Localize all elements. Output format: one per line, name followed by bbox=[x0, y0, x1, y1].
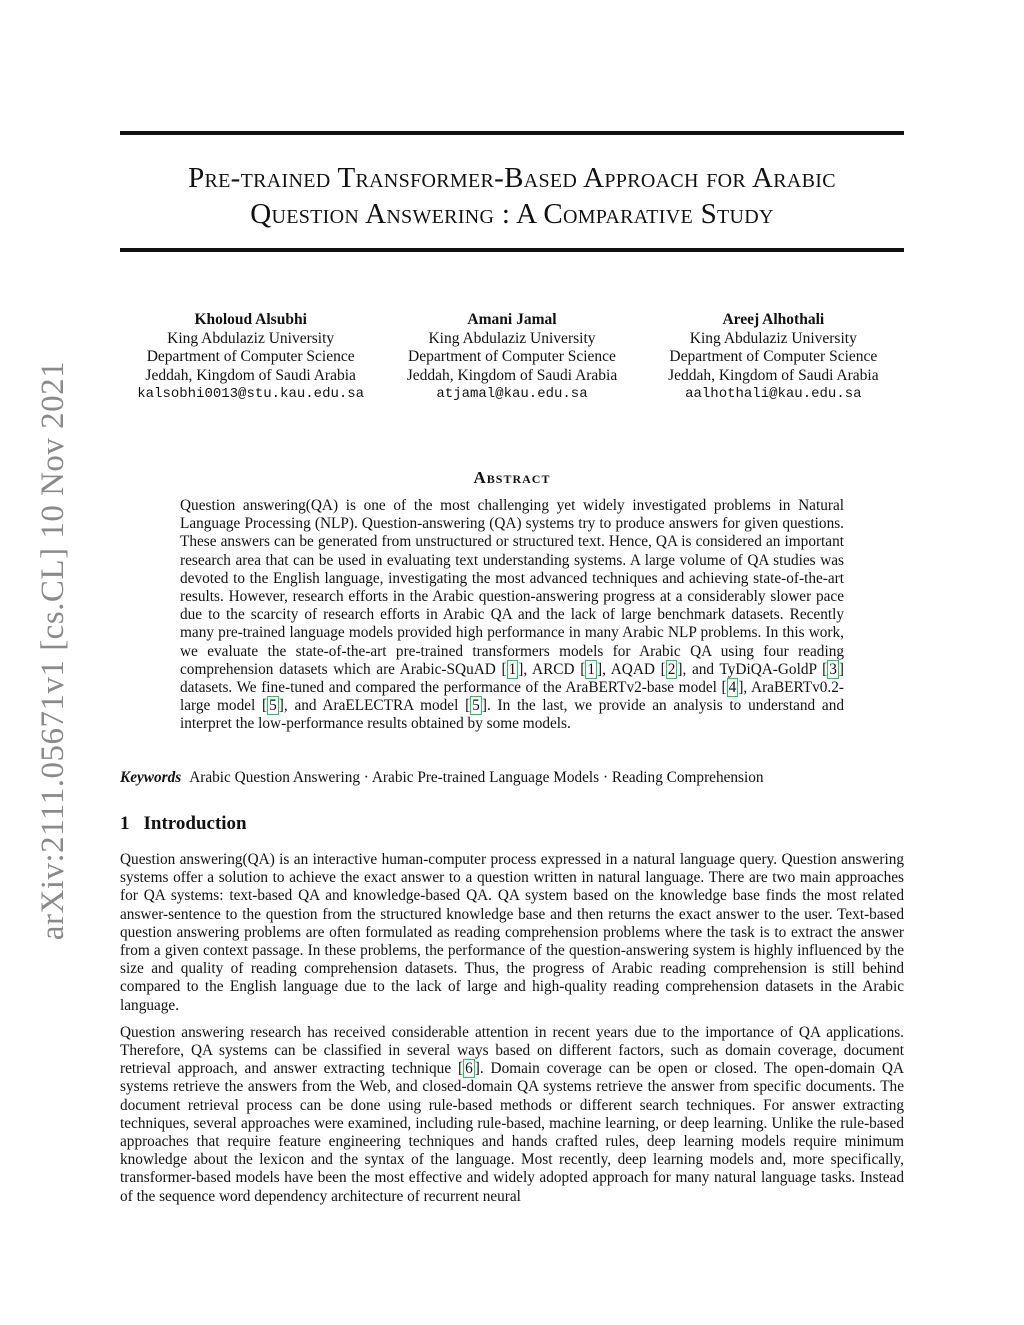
arxiv-margin-stamp bbox=[28, 350, 80, 950]
author-university: King Abdulaziz University bbox=[689, 329, 857, 347]
abstract-text: . In the last, we provide an analysis to understand and interpret the low-performance results obtained by some models. bbox=[180, 697, 845, 733]
citation-link[interactable]: 5 bbox=[472, 697, 480, 715]
citation-link[interactable]: 3 bbox=[829, 660, 837, 678]
abstract-text: , and TyDiQA-GoldP bbox=[682, 660, 823, 678]
author-email[interactable]: kalsobhi0013@stu.kau.edu.sa bbox=[137, 386, 365, 402]
intro-paragraph-1: Question answering(QA) is an interactive human-computer process expressed in a natural language query. Question answering systems offer a solution to achieve the exact answer to a question written in natural language. There are two main approaches for QA systems: text-based QA and knowledge-based QA. QA system based on the knowledge base finds the most related answer-sentence to the question from the structured knowledge base and then returns the exact answer to the user. Text-based question answering problems are often formulated as reading comprehension problems where the task is to extract the answer from a given context passage. In these problems, the performance of the question-answering system is highly influenced by the size and quality of reading comprehension datasets. Thus, the progress of Arabic reading comprehension is still behind compared to the English language due to the lack of large and high-quality reading comprehension datasets in the Arabic language. bbox=[120, 851, 904, 1014]
author-name: Amani Jamal bbox=[467, 311, 557, 328]
author-location: Jeddah, Kingdom of Saudi Arabia bbox=[668, 366, 879, 384]
abstract-body: Question answering(QA) is one of the most challenging yet widely investigated problems in Natural Language Processing (NLP). Question-answering (QA) systems try to produce answers for given questions. These answers can be generated from unstructured or structured text. Hence, QA is considered an important research area that can be used in evaluating text understanding systems. A large volume of QA studies was devoted to the English language, investigating the most advanced techniques and achieving state-of-the-art results. However, research efforts in the Arabic question-answering progress at a considerably slower pace due to the scarcity of research efforts in Arabic QA and the lack of large benchmark datasets. Recently many pre-trained language models provided high performance in many Arabic NLP problems. In this work, we evaluate the state-of-the-art pre-trained transformers models for Arabic QA using four reading comprehension datasets which are Arabic-SQuAD [ 1 ], ARCD [ 1 ], AQAD [ 2 ], and TyDiQA-GoldP [ 3 ] datasets. We fine-tuned and compared the performance of the AraBERTv2-base model [ 4 ], AraBERTv0.2-large model [ 5 ], and AraELECTRA model [ 5 ]. In the last, we provide an analysis to understand and interpret the low-performance results obtained by some models. bbox=[180, 497, 845, 733]
title-top-rule bbox=[120, 131, 904, 135]
intro-text: Question answering research has received considerable attention in recent years due to the importance of QA applications. Therefore, QA systems can be classified in several ways based on different factors, such as domain coverage, document retrieval approach, and answer extracting technique bbox=[120, 1023, 904, 1078]
introduction-body bbox=[120, 851, 904, 1215]
author-department: Department of Computer Science bbox=[146, 348, 355, 365]
abstract-text: , AQAD bbox=[602, 660, 661, 678]
abstract-heading: Abstract bbox=[473, 468, 551, 487]
citation-link[interactable]: 4 bbox=[728, 679, 737, 697]
citation-link[interactable]: 2 bbox=[667, 660, 676, 678]
keywords-text: Arabic Question Answering · Arabic Pre-trained Language Models · Reading Comprehension bbox=[189, 769, 764, 786]
keywords-label: Keywords bbox=[120, 769, 182, 786]
abstract-text: , AraBERTv0.2-large model bbox=[180, 679, 844, 715]
author-university: King Abdulaziz University bbox=[428, 329, 596, 347]
title-bottom-rule bbox=[120, 248, 904, 252]
arxiv-identifier: arXiv:2111.05671v1 [cs.CL] 10 Nov 2021 bbox=[35, 360, 72, 940]
author-name: Areej Alhothali bbox=[722, 311, 825, 328]
intro-text: . Domain coverage can be open or closed. The open-domain QA systems retrieve the answers from the Web, and closed-domain QA systems retrieve the answer from specific documents. The document retrieval process can be done using rule-based methods or different search techniques. For answer extracting techniques, several approaches were examined, including rule-based, machine learning, or deep learning. Unlike the rule-based approaches that require feature engineering techniques and hands crafted rules, deep learning models require minimum knowledge about the lexicon and the syntax of the language. Most recently, deep learning models and, more specifically, transformer-based models have been the most effective and widely adopted approach for many natural language tasks. Instead of the sequence word dependency architecture of recurrent neural bbox=[120, 1060, 904, 1205]
intro-paragraph-2: Question answering research has received considerable attention in recent years due to the importance of QA applications. Therefore, QA systems can be classified in several ways based on different factors, such as domain coverage, document retrieval approach, and answer extracting technique [ 6 ]. Domain coverage can be open or closed. The open-domain QA systems retrieve the answers from the Web, and closed-domain QA systems retrieve the answer from specific documents. The document retrieval process can be done using rule-based methods or different search techniques. For answer extracting techniques, several approaches were examined, including rule-based, machine learning, or deep learning. Unlike the rule-based approaches that require feature engineering techniques and hands crafted rules, deep learning models require minimum knowledge about the lexicon and the syntax of the language. Most recently, deep learning models and, more specifically, transformer-based models have been the most effective and widely adopted approach for many natural language tasks. Instead of the sequence word dependency architecture of recurrent neural bbox=[120, 1023, 904, 1205]
title-line-1: Pre-trained Transformer-Based Approach for Arabic bbox=[188, 162, 836, 194]
keywords-line bbox=[120, 769, 904, 787]
section-title: Introduction bbox=[143, 813, 247, 834]
author-name: Kholoud Alsubhi bbox=[194, 311, 307, 328]
abstract-text: , ARCD bbox=[523, 660, 581, 678]
author-location: Jeddah, Kingdom of Saudi Arabia bbox=[406, 366, 618, 384]
abstract-text: datasets. We fine-tuned and compared the performance of the AraBERTv2-base model bbox=[180, 679, 722, 697]
author-block bbox=[120, 311, 381, 404]
abstract-text: Question answering(QA) is one of the most challenging yet widely investigated problems in Natural Language Processing (NLP). Question-answering (QA) systems try to produce answers for given questions. These answers can be generated from unstructured or structured text. Hence, QA is considered an important research area that can be used in evaluating text understanding systems. A large volume of QA studies was devoted to the English language, investigating the most advanced techniques and achieving state-of-the-art results. However, research efforts in the Arabic question-answering progress at a considerably slower pace due to the scarcity of research efforts in Arabic QA and the lack of large benchmark datasets. Recently many pre-trained language models provided high performance in many Arabic NLP problems. In this work, we evaluate the state-of-the-art pre-trained transformers models for Arabic QA using four reading comprehension datasets which are Arabic-SQuAD bbox=[180, 497, 844, 678]
section-number: 1 bbox=[120, 813, 130, 834]
author-email[interactable]: aalhothali@kau.edu.sa bbox=[685, 386, 862, 402]
author-location: Jeddah, Kingdom of Saudi Arabia bbox=[145, 366, 356, 384]
author-block bbox=[381, 311, 642, 404]
author-email[interactable]: atjamal@kau.edu.sa bbox=[436, 386, 588, 402]
citation-link[interactable]: 1 bbox=[508, 660, 517, 678]
citation-link[interactable]: 6 bbox=[465, 1060, 473, 1078]
author-list bbox=[120, 311, 904, 404]
author-university: King Abdulaziz University bbox=[167, 329, 335, 347]
citation-link[interactable]: 5 bbox=[269, 697, 277, 715]
title-line-2: Question Answering : A Comparative Study bbox=[250, 198, 774, 230]
paper-title bbox=[120, 160, 904, 232]
section-heading-introduction bbox=[120, 813, 247, 835]
citation-link[interactable]: 1 bbox=[587, 660, 595, 678]
author-block bbox=[643, 311, 904, 404]
author-department: Department of Computer Science bbox=[669, 348, 878, 365]
abstract-text: , and AraELECTRA model bbox=[283, 697, 466, 715]
author-department: Department of Computer Science bbox=[408, 348, 616, 365]
